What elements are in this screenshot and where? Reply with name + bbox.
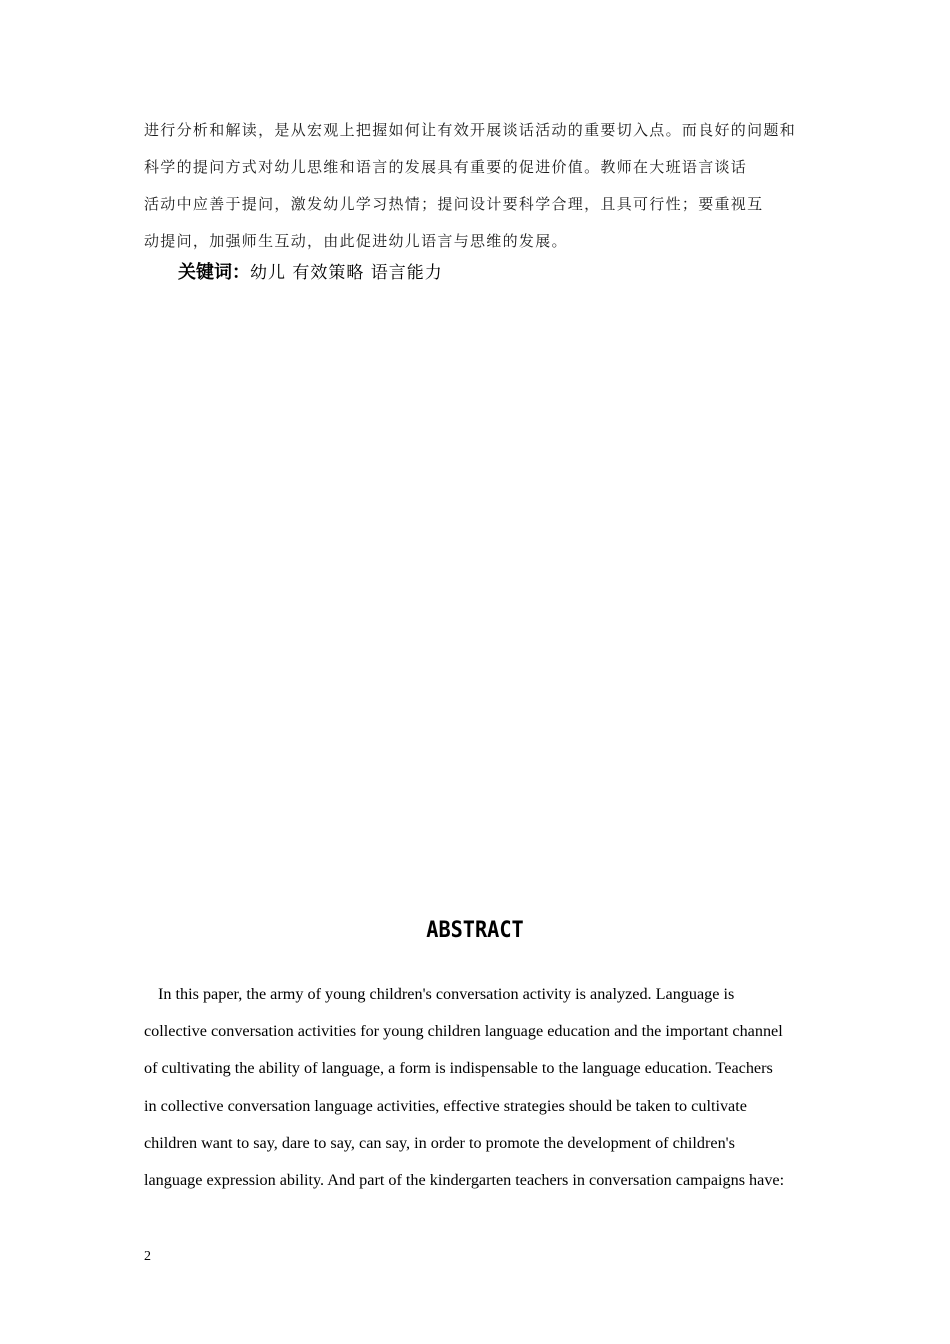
abstract-heading: ABSTRACT [426,918,524,943]
page-number: 2 [144,1249,151,1264]
chinese-abstract-line: 活动中应善于提问，激发幼儿学习热情；提问设计要科学合理，且具可行性；要重视互 [144,195,764,213]
keywords-label: 关键词： [178,262,250,283]
keywords-values: 幼儿 有效策略 语言能力 [250,263,443,283]
english-abstract-line: children want to say, dare to say, can say, in order to promote the development of children's [144,1133,735,1152]
english-abstract-line: In this paper, the army of young children's conversation activity is analyzed. Language is [158,985,735,1003]
english-abstract-line: of cultivating the ability of language, a form is indispensable to the language education. Teachers [144,1059,773,1078]
english-abstract-line: in collective conversation language activities, effective strategies should be taken to cultivate [144,1096,747,1115]
chinese-abstract-line: 进行分析和解读，是从宏观上把握如何让有效开展谈话活动的重要切入点。而良好的问题和 [144,121,797,139]
english-abstract-line: collective conversation activities for young children language education and the important channel [144,1022,783,1041]
keywords-line [178,259,443,287]
chinese-abstract-paragraph [144,112,810,260]
chinese-abstract-line: 动提问，加强师生互动，由此促进幼儿语言与思维的发展。 [144,232,568,250]
english-abstract-paragraph [144,976,814,1199]
chinese-abstract-line: 科学的提问方式对幼儿思维和语言的发展具有重要的促进价值。教师在大班语言谈话 [144,158,748,176]
english-abstract-line: language expression ability. And part of the kindergarten teachers in conversation campaigns have: [144,1170,785,1189]
